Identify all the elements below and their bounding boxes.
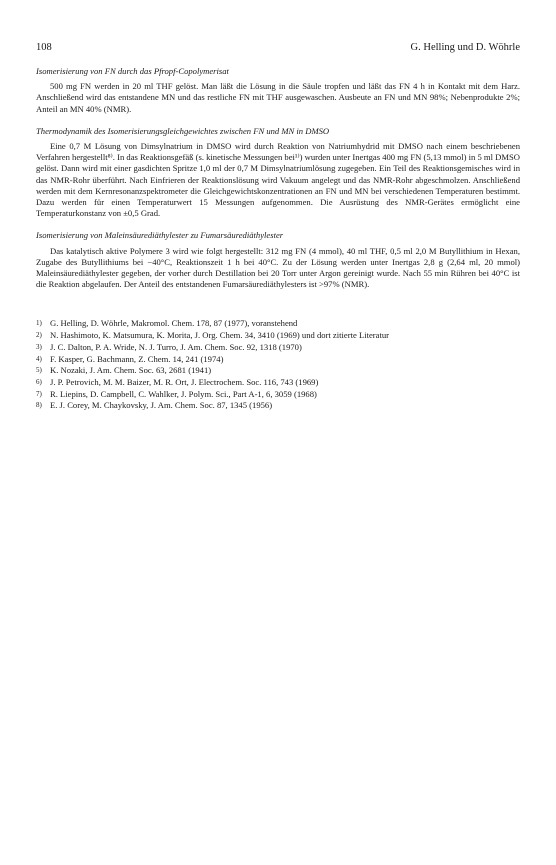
article-body [36,66,520,412]
reference-text: J. C. Dalton, P. A. Wride, N. J. Turro, J. Am. Chem. Soc. 92, 1318 (1970) [50,341,302,352]
reference-item [36,342,520,353]
reference-item [36,400,520,411]
reference-item [36,330,520,341]
section-title: Isomerisierung von Maleinsäurediäthylester zu Fumarsäurediäthylester [36,230,284,241]
reference-number: 3) [36,342,42,351]
reference-text: R. Liepins, D. Campbell, C. Wahlker, J. Polym. Sci., Part A-1, 6, 3059 (1968) [50,388,317,399]
reference-item [36,377,520,388]
section-paragraph: Das katalytisch aktive Polymere 3 wird wie folgt hergestellt: 312 mg FN (4 mmol), 40 ml THF, 0,5 ml 2,0 M Butyllithium in Hexan, Zugabe des Butyllithiums bei −40°C, Reaktionszeit 1 h bei 40°C. Zu der Lösung werden unter Inertgas 2,8 g (2,64 ml, 20 mmol) Maleinsäurediäthylester gegeben, der vorher durch Destillation bei 20 Torr unter Argon gereinigt wurde. Nach 55 min Rühren bei 40°C ist die Reaktion abgelaufen. Der Anteil des entstandenen Fumarsäurediäthylesters ist >97% (NMR). [36,245,520,290]
reference-text: J. P. Petrovich, M. M. Baizer, M. R. Ort, J. Electrochem. Soc. 116, 743 (1969) [50,376,319,387]
reference-number: 8) [36,401,42,410]
running-head-authors: G. Helling und D. Wöhrle [410,42,520,53]
reference-item [36,365,520,376]
reference-item [36,354,520,365]
section-title: Thermodynamik des Isomerisierungsgleichgewichtes zwischen FN und MN in DMSO [36,125,330,136]
reference-text: K. Nozaki, J. Am. Chem. Soc. 63, 2681 (1941) [50,365,212,376]
reference-number: 1) [36,319,42,328]
reference-number: 7) [36,389,42,398]
page-number: 108 [36,42,52,53]
reference-text: F. Kasper, G. Bachmann, Z. Chem. 14, 241 (1974) [50,353,224,364]
reference-number: 2) [36,331,42,340]
section-paragraph: Eine 0,7 M Lösung von Dimsylnatrium in DMSO wird durch Reaktion von Natriumhydrid mit DMSO nach einem beschriebenen Verfahren hergestellt⁸⁾. In das Reaktionsgefäß (s. kinetische Messungen bei¹⁾) wurden unter Inertgas 400 mg FN (5,13 mmol) in 5 ml DMSO gelöst. Dann wird mit einer gasdichten Spritze 1,0 ml der 0,7 M Dimsylnatriumlösung zugegeben. Ein Teil des Reaktionsgemisches wird in das NMR-Rohr überführt. Nach Einfrieren der Reaktionslösung wird Vakuum angelegt und das NMR-Rohr abgeschmolzen. Anschließend werden mit dem Kernresonanzspektrometer die Gleichgewichtskonzentrationen an FN und MN bei verschiedenen Temperaturen bestimmt. Dazu werden für einen Temperaturwert 15 Messungen aufgenommen. Die Ausrüstung des NMR-Gerätes ermöglicht eine Temperaturkonstanz von ±0,5 Grad. [36,141,520,219]
references-list [36,318,520,411]
reference-item [36,318,520,329]
page-header [36,42,520,53]
reference-text: E. J. Corey, M. Chaykovsky, J. Am. Chem. Soc. 87, 1345 (1956) [50,400,273,411]
reference-number: 6) [36,377,42,386]
reference-text: N. Hashimoto, K. Matsumura, K. Morita, J. Org. Chem. 34, 3410 (1969) und dort zitierte Literatur [50,330,389,341]
section-isomerization-graft [36,66,520,115]
reference-item [36,389,520,400]
section-maleic-isomerization [36,230,520,290]
section-paragraph: 500 mg FN werden in 20 ml THF gelöst. Man läßt die Lösung in die Säule tropfen und läßt das FN 4 h in Kontakt mit dem Harz. Anschließend wird das entstandene MN und das restliche FN mit THF ausgewaschen. Ausbeute an FN und MN 98%; Nebenprodukte 2%; Anteil an MN 40% (NMR). [36,81,520,114]
reference-number: 4) [36,354,42,363]
reference-text: G. Helling, D. Wöhrle, Makromol. Chem. 178, 87 (1977), voranstehend [50,318,298,329]
reference-number: 5) [36,366,42,375]
section-thermodynamics [36,126,520,220]
section-title: Isomerisierung von FN durch das Pfropf-Copolymerisat [36,66,229,76]
